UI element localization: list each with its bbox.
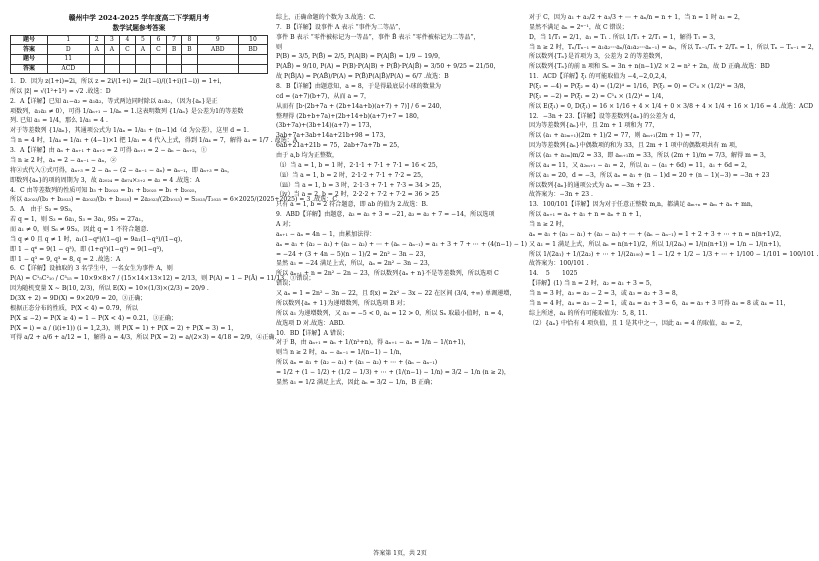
text-line: 所以 1/(2a₁) + 1/(2a₂) + ⋯ + 1/(2a₁₀₀) = 1 − 1/2 + 1/2 − 1/3 + ⋯ + 1/100 − 1/101 = 100/101 . [529, 250, 819, 258]
answer-table-cell [166, 54, 181, 64]
text-line: cd = (a+7)(b+7)，从而 a = 7， [276, 92, 371, 100]
text-line: (3b+7a)+(3b+14)(a+7) = 173， [276, 122, 376, 130]
text-line: 当 n ≥ 2 时， [529, 221, 568, 229]
answer-table-cell [151, 54, 167, 64]
text-line: aₙ₊₁ − aₙ = 4n − 1，由累加法得： [276, 230, 376, 238]
text-line: 即 1 − q³ = 9, q³ = 8, q = 2 .故选：A [10, 255, 121, 263]
text-line: 从而有 [b·(2b+7a + (2b+14a+b)(a+7) + 7)] / 6 = 240， [276, 102, 446, 110]
text-line: 3．A【详解】由 aₙ + aₙ₊₁ + aₙ₊₂ = 2 可得 aₙ₊₁ = 2 − aₙ − aₙ₊₂，① [10, 147, 207, 155]
text-line: = −24 + (3 + 4n − 5)(n − 1)/2 = 2n² − 3n − 23， [276, 250, 430, 258]
answer-table-cell [197, 54, 238, 64]
text-line: 综上所述，a₄ 的所有可能取值为：5, 8, 11. [529, 309, 648, 317]
answer-table-header-cell: 答案 [11, 64, 48, 74]
text-line: 所以 E(ξ₁) = 0, D(ξ₁) = 16 × 1/16 + 4 × 1/4 + 0 × 3/8 + 4 × 1/4 + 16 × 1/16 = 4 .故选：ACD [529, 102, 813, 110]
text-line: P(ξ₁ = −4) = P(ξ₂ = 4) = (1/2)⁴ = 1/16，P(ξ₁ = 0) = C²₄ × (1/2)⁴ = 3/8， [529, 83, 750, 91]
answer-table-cell: BD [238, 45, 267, 55]
text-line: 当 n = 4 时，1/a₄ = 1/a₁ + (4−1)×1 把 1/a₁ = 4 代入上式，得到 1/a₄ = 7，解得 a₄ = 1/7 . 故选：A [10, 137, 298, 145]
text-line: 6．C【详解】设抽取的 3 名学生中，一名女生为事件 A，则 [10, 265, 173, 273]
text-line: 所以 a₂₀₂₃/(b₃ + b₂₀₂₃) = a₂₀₂₃/(b₁ + b₂₀₂₅) = 2a₂₀₂₃/(2b₁₀₁₃) = S₂₀₂₅/T₂₀₂₅ = 6×2025/(2025+2025) = 3 .故选：C [10, 196, 338, 204]
text-line: 显然 a₁ = −24 满足上式，所以，aₙ = 2n² − 3n − 23， [276, 260, 434, 268]
text-line: 整理得 (2b+b+7a)+(2b+14+b)(a+7)+7 = 180， [276, 112, 423, 120]
answer-table-cell: C [120, 45, 136, 55]
text-line: 而 a₁ ≠ 0，则 S₆ ≠ 9S₃，因此 q = 1 不符合题意. [10, 225, 149, 233]
text-line: 当 q ≠ 0 且 q ≠ 1 时，a₁(1−q⁶)/(1−q) = 9a₁(1−q³)/(1−q)， [10, 235, 187, 243]
text-line: 则当 n ≥ 2 时，aₙ − aₙ₋₁ = 1/(n−1) − 1/n， [276, 349, 406, 357]
text-line: 显然 a₁ = 1/2 满足上式，因此 aₙ = 3/2 − 1/n，B 正确； [276, 378, 437, 386]
text-line: 2．A【详解】已知 a₁−a₂ = a₁a₂，等式两边同时除以 a₁a₂，（因为{aₙ}是正 [10, 97, 218, 105]
text-line: 由于 a,b 均为正整数， [276, 152, 339, 160]
text-line: （i）当 a = 1, b = 1 时，2·1·1 + 7·1 + 7·1 = 16 < 25， [276, 161, 442, 169]
text-line: 故答案为：100/101 . [529, 260, 589, 268]
answer-table-cell [166, 64, 181, 74]
text-line: 1．D．因为 z(1+i)=2i，所以 z = 2i/(1+i) = 2i(1−i)/((1+i)(1−i)) = 1+i， [10, 78, 226, 86]
text-line: 所以 (a₁ + a₂ₘ₊₁)(2m + 1)/2 = 77，则 aₘ₊₁(2m + 1) = 77， [529, 132, 706, 140]
answer-table-cell [135, 64, 150, 74]
text-line: 列. 已知 a₁ = 1/4，那么 1/a₁ = 4 . [10, 117, 108, 125]
text-line: 当 n ≥ 2 时，aₙ = 2 − aₙ₋₁ − aₙ，② [10, 156, 117, 164]
text-line: 6ab+21a+21b = 75，2ab+7a+7b = 25， [276, 142, 404, 150]
text-line: D，当 1/T₁ = 2/1，a₁ = T₁ . 所以 1/T₁ + 2/T₁ = 1，解得 T₁ = 3， [529, 33, 720, 41]
column-2-body [276, 14, 528, 386]
text-line: 若 q = 1，则 S₃ = 6a₁, S₃ = 3a₁, 9S₃ = 27a₁， [10, 216, 148, 224]
text-line: 故 P(B̄|A) = P(AB̄)/P(A) = P(B̄)P(A|B̄)/P(A) = 6/7 .故选：B [276, 73, 449, 81]
text-line: 对于等差数列 {1/aₙ}，其通项公式为 1/aₙ = 1/a₁ + (n−1)d（d 为公差），这里 d = 1. [10, 127, 249, 135]
answer-table-cell [120, 54, 136, 64]
answer-table-cell: 11 [47, 54, 89, 64]
answer-table-cell [89, 54, 104, 64]
answer-table-cell: 6 [151, 35, 167, 45]
answer-table-cell [104, 54, 119, 64]
text-line: 又 a₁ = 1 满足上式，所以 aₙ = n(n+1)/2，所以 1/(2aₙ) = 1/(n(n+1)) = 1/n − 1/(n+1)， [529, 240, 786, 248]
text-line: 又 aₙ = 1 = 2n² − 3n − 22，且 f(x) = 2x² − 3x − 22 在区间 (3/4, +∞) 单调递增， [276, 290, 516, 298]
text-line: 当 n ≥ 2 时，Tₙ/Tₙ₋₁ = a₁a₂⋯aₙ/(a₁a₂⋯aₙ₋₁) = aₙ，所以 Tₙ₋₁/Tₙ + 2/Tₙ = 1，所以 Tₙ − Tₙ₋₁ = 2， [529, 43, 818, 51]
text-line: P(B) = 3/5, P(B̄) = 2/5, P(A|B) = P(A|B̄) = 1/9 − 19/9， [276, 53, 445, 61]
text-line: 因为等差数列{aₙ}中偶数项的和为 33，且 2m + 1 项中的偶数项共有 m 项， [529, 142, 742, 150]
answer-table-cell [182, 54, 197, 64]
answer-table-cell: ACD [47, 64, 89, 74]
text-line: （2）{aₙ} 中恰有 4 项负值，且 1 是其中之一，因此 a₁ = 4 的取值，a₂ = 2， [529, 319, 747, 327]
text-line: 所以 a₄ = 11，又 a₂ₘ₊₁ − a₁ = 2，所以 a₁ − (a₁ + 6d) = 11，a₁ + 6d = 2， [529, 161, 751, 169]
text-line: 将②式代入①式可得，aₙ₊₃ = 2 − aₙ − (2 − aₙ₋₁ − aₙ) = aₙ₋₁，即 aₙ₊₃ = aₙ， [10, 166, 234, 174]
text-line: 显然不满足 aₙ = 2ⁿ⁻¹，故 C 错误； [529, 23, 628, 31]
text-line: 错误； [276, 280, 295, 288]
text-line: 可得 a/2 + a/6 + a/12 = 1，解得 a = 4/3，所以 P(X = 2) = a/(2×3) = 4/18 = 2/9，④正确. [10, 334, 277, 342]
text-line: 5．A 由于 S₃ = 9S₃， [10, 206, 77, 214]
text-line: 13．100/101【详解】因为对于任意正整数 m,n，都满足 aₘ₊ₙ = aₘ + aₙ + mn， [529, 201, 757, 209]
text-line: 则 [276, 43, 283, 51]
text-line: 故答案为：−3n + 23 . [529, 191, 593, 199]
answer-table-cell: 5 [135, 35, 150, 45]
text-line: 【详解】(1) 当 n = 2 时，a₂ = a₁ + 3 = 5， [529, 280, 656, 288]
page-title: 赣州中学 2024-2025 学年度高二下学期月考 [68, 14, 210, 22]
answer-table-row [11, 45, 268, 55]
text-line: P(ξ₁ = −2) = P(ξ₁ = 2) = C¹₄ × (1/2)⁴ = 1/4， [529, 92, 668, 100]
text-line: 9．ABD【详解】由题意，a₃ = a₂ + 3 = −21, a₃ = a₂ + 7 = −14，所以选项 [276, 211, 495, 219]
text-line: 所以数列{aₙ}的通项公式为 aₙ = −3n + 23 . [529, 181, 655, 189]
answer-table-cell [89, 64, 104, 74]
answer-table-cell: 4 [120, 35, 136, 45]
answer-table-cell: A [135, 45, 150, 55]
column-3-body [529, 14, 819, 327]
answer-table-cell: ABD [197, 45, 238, 55]
text-line: 14． 5 1025 [529, 270, 578, 278]
answer-table-cell [120, 64, 136, 74]
text-line: 项数列，a₁a₂ ≠ 0），可得 1/aₙ₊₁ − 1/aₙ = 1.这表明数列 {1/aₙ} 是公差为1的等差数 [10, 107, 244, 115]
answer-table [10, 35, 268, 74]
page-footer: 答案第 1页，共 2页 [373, 550, 427, 557]
answer-table-cell: 1 [47, 35, 89, 45]
text-line: 所以 aₙ₊₁ + n = 2n² − 2n − 23，所以数列{aₙ + n}不是等差数列，所以选项 C [276, 270, 499, 278]
answer-table-cell [151, 64, 167, 74]
answer-table-row [11, 35, 268, 45]
text-line: 事件 B 表示 “零件被标记为一等品”，事件 B̄ 表示 “零件被标记为二等品”， [276, 33, 480, 41]
text-line: 11．ACD【详解】ξ₁ 的可能取值为 −4,−2,0,2,4， [529, 73, 671, 81]
answer-table-cell: C [151, 45, 167, 55]
text-line: aₙ = a₁ + (a₂ − a₁) + (a₃ − a₂) + ⋯ + (aₙ − aₙ₋₁) = 1 + 2 + 3 + ⋯ + n = n(n+1)/2， [529, 230, 786, 238]
answer-table-cell: 9 [197, 35, 238, 45]
text-line: P(A) = C¹₅C²₁₀ / C³₁₅ = 10×9×8×7 / (15×14×13×12) = 2/13，则 P(A) = 1 − P(Ā) = 11/13，①错误； [10, 275, 315, 283]
text-line: 所以 a₁ 为递增数列，又 a₃ = −5 < 0, a₄ = 12 > 0，所以 Sₙ 取最小值时，n = 4， [276, 309, 508, 317]
text-line: aₙ = a₁ + (a₂ − a₁) + (a₃ − a₂) + ⋯ + (aₙ − aₙ₋₁) = a₁ + 3 + 7 + ⋯ + (4(n−1) − 1) [276, 240, 528, 248]
text-line: 4．C 由等差数列的性质可知 b₃ + b₂₀₂₃ = b₁ + b₂₀₂₅ = b₁ + b₂₀₂₅， [10, 186, 201, 194]
text-line: 当 n = 4 时，a₄ = a₃ − 2 = 1，或 a₄ = a₃ + 3 = 6，a₄ = a₃ + 3 可得 a₄ = 8 或 a₄ = 11， [529, 299, 790, 307]
answer-table-cell: 2 [89, 35, 104, 45]
answer-table-header-cell: 题号 [11, 35, 48, 45]
answer-table-cell: 8 [182, 35, 197, 45]
text-line: 所以 aₙ₊₁ = aₙ + a₁ + n = aₙ + n + 1， [529, 211, 646, 219]
text-line: 7．B【详解】设事件 A 表示 “事件为二等品”， [276, 23, 405, 31]
column-2 [276, 14, 528, 389]
text-line: 根据正态分布的性质，P(X < 4) = 0.79，所以 [10, 304, 138, 312]
answer-table-cell [238, 64, 267, 74]
text-line: （iv）当 a = 2, b = 2 时，2·2·2 + 7·2 + 7·2 = 36 > 25 [276, 191, 440, 199]
text-line: 所以 aₙ = a₁ + (a₂ − a₁) + (a₃ − a₂) + ⋯ + (aₙ − aₙ₋₁) [276, 359, 438, 367]
text-line: 所以 (a₂ + a₂ₘ)m/2 = 33，即 aₘ₊₁m = 33，所以 (2m + 1)/m = 7/3，解得 m = 3， [529, 152, 770, 160]
text-line: 所以 |z̄| = √(1²+1²) = √2 .故选：D [10, 87, 111, 95]
text-line: 只有 a = 1, b = 2 符合题意，即 ab 的值为 2.故选：B. [276, 201, 428, 209]
answer-table-cell: B [182, 45, 197, 55]
text-line: 所以数列{aₙ + 1}为递增数列，所以选项 B 对； [276, 299, 409, 307]
text-line: P(AB̄) = 9/10, P(A) = P(B)·P(A|B) + P(B̄)·P(A|B̄) = 3/50 + 9/25 = 21/50， [276, 63, 500, 71]
text-line: 所以数列{Tₙ}是首项为 3，公差为 2 的等差数列， [529, 53, 667, 61]
text-line: P(X ≤ −2) = P(X ≥ 4) = 1 − P(X < 4) = 0.21，③正确； [10, 314, 178, 322]
text-line: 所以数列{Tₙ}的前 n 项和 Sₙ = 3n + n(n−1)/2 × 2 = n² + 2n，故 D 正确.故选：BD [529, 63, 770, 71]
text-line: 因为等差数列{aₙ}中，且 2m + 1 项和为 77， [529, 122, 659, 130]
text-line: 故选项 D 对.故选：ABD. [276, 319, 345, 327]
answer-table-cell: D [47, 45, 89, 55]
answer-table-row [11, 64, 268, 74]
answer-table-cell: B [166, 45, 181, 55]
text-line: P(X = i) = a / (i(i+1)) (i = 1,2,3)，则 P(X = 1) + P(X = 2) + P(X = 3) = 1， [10, 324, 238, 332]
answer-table-cell [182, 64, 197, 74]
text-line: 12．−3n + 23.【详解】设等差数列{aₙ}的公差为 d， [529, 112, 680, 120]
text-line: 10．BD【详解】A 错误； [276, 329, 349, 337]
text-line: （iii）当 a = 1, b = 3 时，2·1·3 + 7·1 + 7·3 = 34 > 25， [276, 181, 446, 189]
text-line: 综上，正确命题的个数为 3.故选：C. [276, 14, 376, 21]
answer-table-cell: 10 [238, 35, 267, 45]
text-line: 对于 B，由 aₙ₊₁ = aₙ + 1/(n²+n)，得 aₙ₊₁ − aₙ = 1/n − 1/(n+1)， [276, 339, 470, 347]
text-line: 因为随机变量 X ~ B(10, 2/3)，所以 E(X) = 10×(1/3)×(2/3) = 20/9 . [10, 285, 209, 293]
answer-table-cell [135, 54, 150, 64]
answer-table-cell: A [104, 45, 119, 55]
text-line: 3ab+7a+3ab+14a+21b+98 = 173， [276, 132, 390, 140]
answer-table-cell: A [89, 45, 104, 55]
text-line: 当 n = 3 时，a₃ = a₂ − 2 = 3，或 a₃ = a₂ + 3 = 8， [529, 290, 682, 298]
text-line: D(3X + 2) = 9D(X) = 9×20/9 = 20，③正确； [10, 294, 147, 302]
page-subtitle: 数学试题参考答案 [112, 23, 166, 32]
text-line: A 对； [276, 221, 295, 229]
answer-table-cell: 7 [166, 35, 181, 45]
answer-table-cell [104, 64, 119, 74]
text-line: = 1/2 + (1 − 1/2) + (1/2 − 1/3) + ⋯ + (1/(n−1) − 1/n) = 3/2 − 1/n (n ≥ 2)， [276, 368, 511, 376]
answer-table-cell: 3 [104, 35, 119, 45]
text-line: 8．B【详解】由题意知，a = 8，于是得最底层小球的数量为 [276, 83, 442, 91]
text-line: 所以 a₁ = 20，d = −3，所以 aₙ = a₁ + (n − 1)d = 20 + (n − 1)(−3) = −3n + 23 [529, 171, 770, 179]
text-line: （ii）当 a = 1, b = 2 时，2·1·2 + 7·1 + 7·2 = 25， [276, 171, 428, 179]
answer-table-header-cell: 题号 [11, 54, 48, 64]
text-line: 即数列{aₙ}的项的周期为 3，故 a₂₀₂₄ = a₆₇₄×₃₊₂ = a₂ = 4 .故选：A [10, 176, 200, 184]
answer-table-row [11, 54, 268, 64]
column-3 [529, 14, 819, 330]
answer-table-cell [197, 64, 238, 74]
text-line: 即 1 − q⁶ = 9(1 − q³)，即 (1+q³)(1−q³) = 9(1−q³)， [10, 245, 168, 253]
text-line: 对于 C，因为 a₁ + a₂/2 + a₃/3 + ⋯ + aₙ/n = n + 1，当 n = 1 时 a₁ = 2， [529, 14, 745, 21]
answer-table-header-cell: 答案 [11, 45, 48, 55]
answer-table-cell [238, 54, 267, 64]
